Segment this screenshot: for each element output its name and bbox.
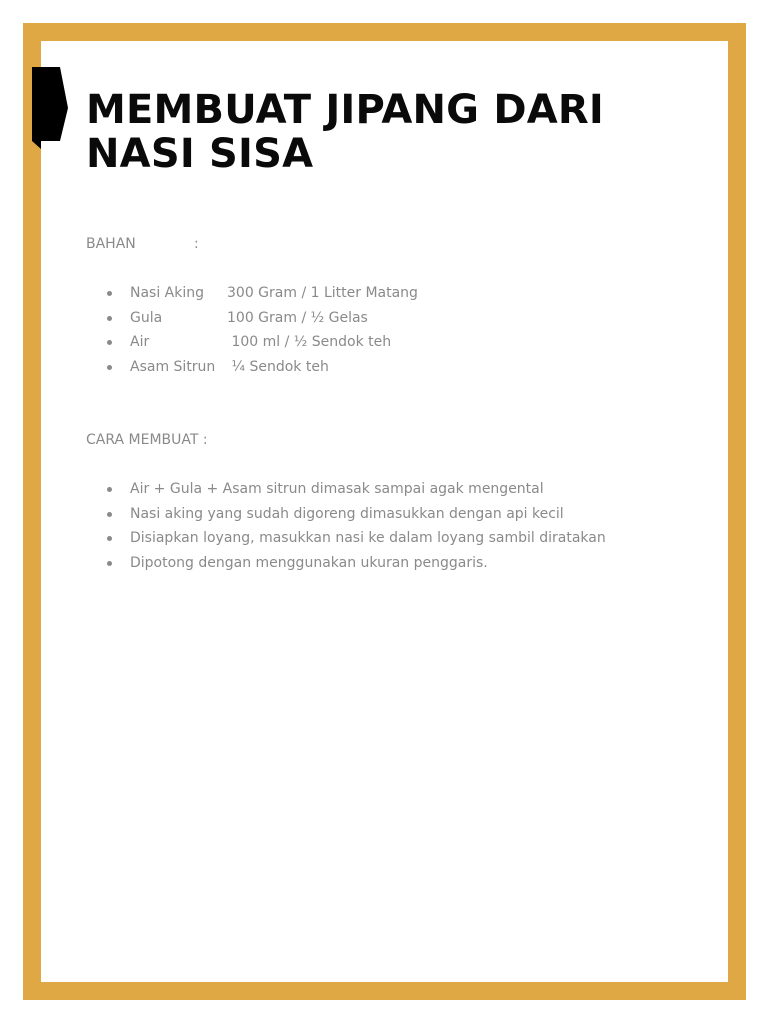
bullet-icon <box>107 512 112 517</box>
bullet-icon <box>107 561 112 566</box>
bahan-label-colon: : <box>194 236 199 252</box>
bahan-label-text: BAHAN <box>86 236 136 252</box>
list-item <box>86 502 606 527</box>
bullet-icon <box>107 365 112 370</box>
ingredient-name: Nasi Aking <box>130 285 205 301</box>
section-label-bahan <box>86 236 199 252</box>
bullet-icon <box>107 487 112 492</box>
title-line-1: MEMBUAT JIPANG DARI <box>86 87 604 133</box>
list-item <box>86 330 418 355</box>
bullet-icon <box>107 316 112 321</box>
list-item <box>86 355 418 380</box>
list-item <box>86 281 418 306</box>
step-text: Nasi aking yang sudah digoreng dimasukkan dengan api kecil <box>130 505 564 522</box>
ingredient-list <box>86 281 418 379</box>
title-marker-shape <box>32 67 68 149</box>
bullet-icon <box>107 536 112 541</box>
step-text: Disiapkan loyang, masukkan nasi ke dalam loyang sambil diratakan <box>130 530 606 546</box>
ingredient-amount: 100 ml / ½ Sendok teh <box>227 334 392 350</box>
ingredient-amount: 100 Gram / ½ Gelas <box>227 309 368 326</box>
ingredient-name: Air <box>130 334 150 350</box>
bullet-icon <box>107 291 112 296</box>
title-line-2: NASI SISA <box>86 131 314 177</box>
page-title <box>86 88 686 176</box>
list-item <box>86 551 606 576</box>
step-text: Dipotong dengan menggunakan ukuran penggaris. <box>130 554 488 571</box>
ingredient-name: Gula <box>130 309 163 326</box>
bullet-icon <box>107 340 112 345</box>
ingredient-amount: 300 Gram / 1 Litter Matang <box>227 285 418 301</box>
steps-list <box>86 477 606 575</box>
ingredient-amount: ¼ Sendok teh <box>227 358 329 375</box>
list-item <box>86 306 418 331</box>
list-item <box>86 526 606 551</box>
step-text: Air + Gula + Asam sitrun dimasak sampai agak mengental <box>130 481 544 497</box>
section-label-cara-membuat: CARA MEMBUAT : <box>86 432 208 448</box>
ingredient-name: Asam Sitrun <box>130 358 216 375</box>
list-item <box>86 477 606 502</box>
